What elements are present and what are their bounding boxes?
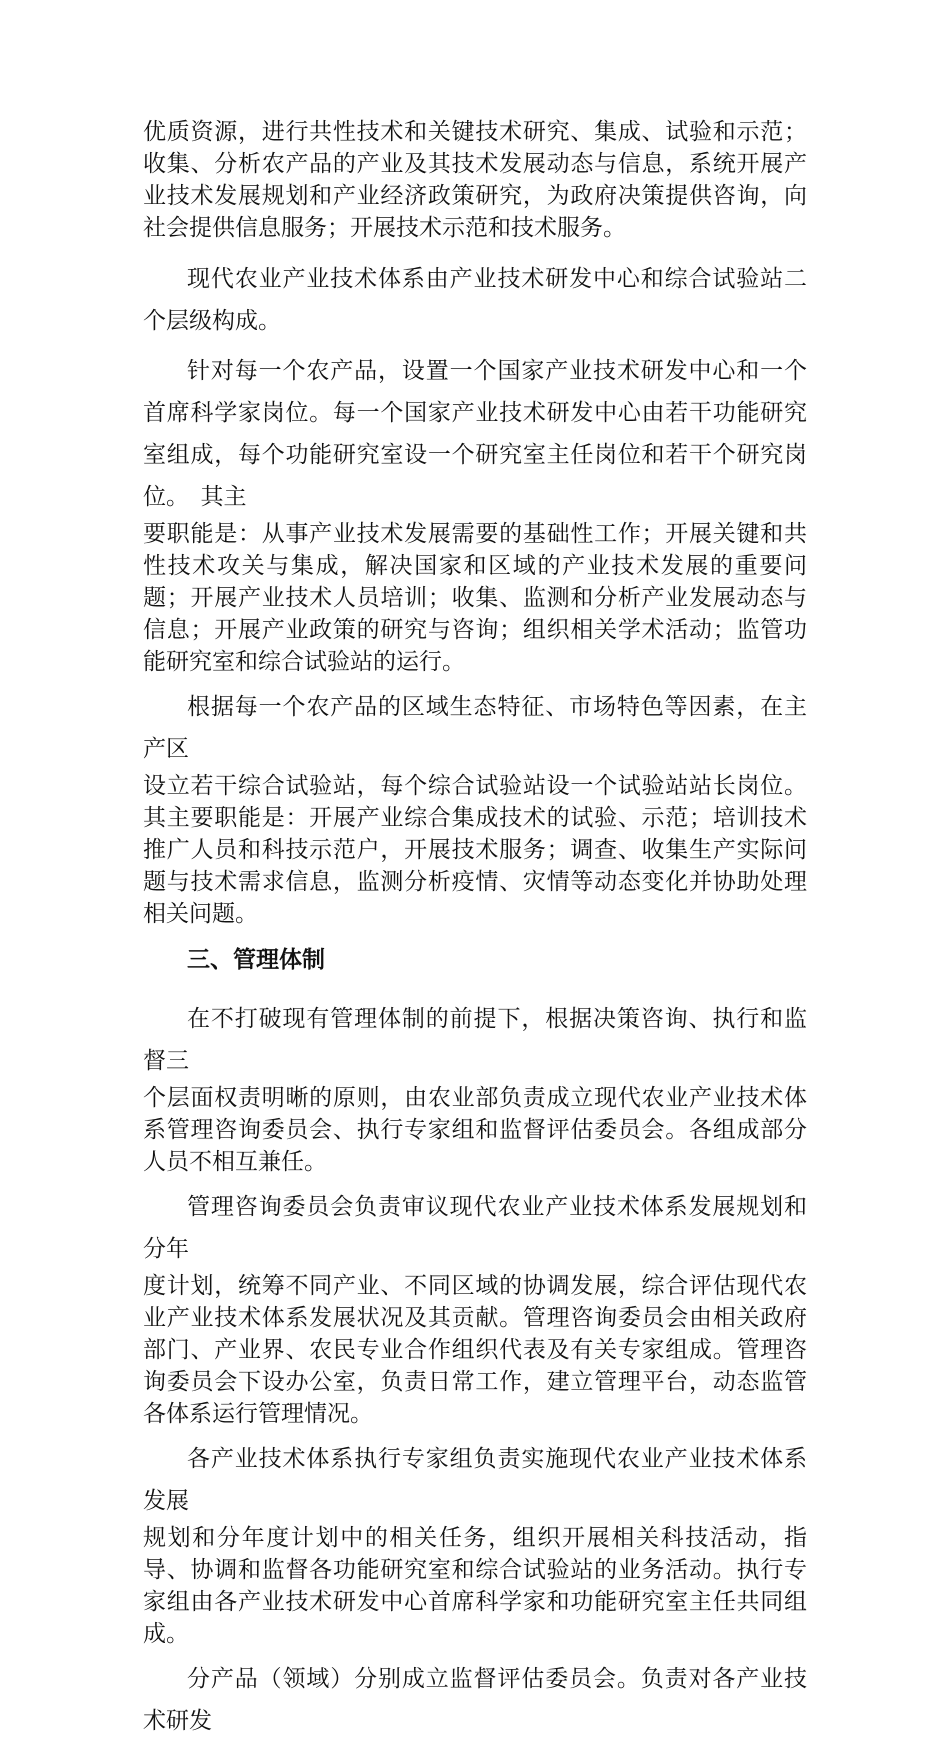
paragraph-expert-group-duties: 规划和分年度计划中的相关任务，组织开展相关科技活动，指导、协调和监督各功能研究室和综合试验站的业务活动。执行专家组由各产业技术研发中心首席科学家和功能研究室主任共同组成。 <box>143 1525 807 1647</box>
paragraph-advisory-committee-intro: 管理咨询委员会负责审议现代农业产业技术体系发展规划和分年 <box>143 1194 807 1262</box>
paragraph-evaluation-committee: 分产品（领域）分别成立监督评估委员会。负责对各产业技术研发 <box>143 1666 807 1734</box>
paragraph-management-intro: 在不打破现有管理体制的前提下，根据决策咨询、执行和监督三 <box>143 1006 807 1074</box>
paragraph-test-station-duties: 设立若干综合试验站，每个综合试验站设一个试验站站长岗位。其主要职能是：开展产业综合集成技术的试验、示范；培训技术推广人员和科技示范户，开展技术服务；调查、收集生产实际问题与技术需求信息，监测分析疫情、灾情等动态变化并协助处理相关问题。 <box>143 773 807 927</box>
paragraph-system-structure: 现代农业产业技术体系由产业技术研发中心和综合试验站二个层级构成。 <box>143 266 807 334</box>
paragraph-research-center-duties: 要职能是：从事产业技术发展需要的基础性工作；开展关键和共性技术攻关与集成，解决国家和区域的产业技术发展的重要问题；开展产业技术人员培训；收集、监测和分析产业发展动态与信息；开展产业政策的研究与咨询；组织相关学术活动；监管功能研究室和综合试验站的运行。 <box>143 521 807 675</box>
paragraph-test-station-intro: 根据每一个农产品的区域生态特征、市场特色等因素，在主产区 <box>143 694 807 762</box>
paragraph-expert-group-intro: 各产业技术体系执行专家组负责实施现代农业产业技术体系发展 <box>143 1446 807 1514</box>
paragraph-resources: 优质资源，进行共性技术和关键技术研究、集成、试验和示范；收集、分析农产品的产业及其技术发展动态与信息，系统开展产业技术发展规划和产业经济政策研究，为政府决策提供咨询，向社会提供信息服务；开展技术示范和技术服务。 <box>143 119 807 241</box>
paragraph-research-center: 针对每一个农产品，设置一个国家产业技术研发中心和一个首席科学家岗位。每一个国家产业技术研发中心由若干功能研究室组成，每个功能研究室设一个研究室主任岗位和若干个研究岗位。 其主 <box>143 358 807 510</box>
section-heading-management: 三、管理体制 <box>187 947 325 973</box>
document-page <box>143 116 807 1742</box>
paragraph-advisory-committee-duties: 度计划，统筹不同产业、不同区域的协调发展，综合评估现代农业产业技术体系发展状况及其贡献。管理咨询委员会由相关政府部门、产业界、农民专业合作组织代表及有关专家组成。管理咨询委员会下设办公室，负责日常工作，建立管理平台，动态监管各体系运行管理情况。 <box>143 1273 807 1427</box>
paragraph-management-principle: 个层面权责明晰的原则，由农业部负责成立现代农业产业技术体系管理咨询委员会、执行专家组和监督评估委员会。各组成部分人员不相互兼任。 <box>143 1085 807 1175</box>
